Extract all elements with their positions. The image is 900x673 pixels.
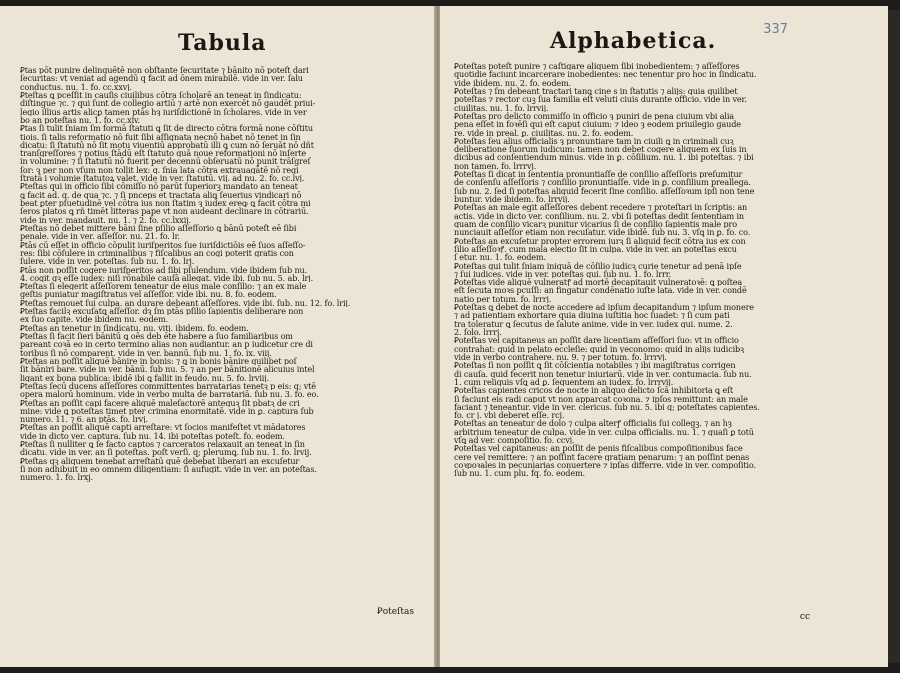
text-line: pareant coꝛā eo in certo termino alias non audiantur. an p iudicetur cre di: [20, 340, 313, 349]
text-line: dicatu. vide in ver. an ſi poteſtas. poſt verſi. q; plerumꝗ. ſub nu. 1. fo. lrvij.: [20, 448, 312, 457]
text-line: Ꝑoteſtas vel capitaneus an poſſit dare licentiam aſſeſſori ſuo: vt in officio: [454, 336, 739, 345]
text-line: ſi non adhibuit in eo omnem diligentiam: ſi aufugit. vide in ver. an poteſtas.: [20, 465, 317, 474]
right-text-block: [454, 62, 884, 478]
text-line: Ꝑoteſtas an male egit aſſeſſores debent recedere ⁊ proteſtari in ſcriptis: an: [454, 203, 748, 212]
text-line: buntur. vide ibidem. fo. lrrvij.: [454, 195, 570, 204]
catchword-left: Ꝑoteſtas: [377, 607, 414, 617]
text-line: Ꝑoteſtas an excuſetur propter errorem iurꝫ ſi aliquid fecit cōtra ius ex con: [454, 236, 746, 245]
right-page: [440, 6, 888, 667]
text-line: Ꝑteſtas an poſſit capi facere aliquē maleſactorē antequꝫ ſit pbatꝫ de cri: [20, 398, 300, 407]
text-line: Ꝑoteſtas ſeu alius officialis ȝ pronuntiare tam in ciuili ꝗ in criminali cuꝫ: [454, 136, 734, 146]
text-line: 1. cum reliquis vſꝗ ad ꝑ. ſequentem an iudex. fo. lrrrvij.: [454, 377, 674, 387]
text-line: quam de conſilio vicarꝫ punitur vicarius ſi de conſilio ſapientis male pro: [454, 219, 737, 229]
text-line: Ꝑteſtas ſecū ducens aſſeſſores committentes barratarias tenetꝫ p eis: q; vtē: [20, 381, 316, 391]
text-line: ex ſuo capite. vide ibidem nu. eodem.: [20, 315, 169, 324]
text-line: Ꝑteſtas remouet ſui culpa. an durare debeant aſſeſſores. vide ibi. ſub. nu. 12. fo. lrij.: [20, 298, 351, 308]
text-line: Ꝑtas ſi tulit ſniam ſm formā ſtatuti ꝗ ſit de directo cōtra formā none cōſtitu: [20, 124, 313, 133]
text-line: natio per totum. fo. lrrrj.: [454, 294, 552, 304]
text-line: legio illius artis alicꝑ tamen ptās hȝ iuriſdictionē in ſcholares. vide in ver: [20, 107, 307, 116]
text-line: bo an poteſtas nu. 1. fo. cc.xlv.: [20, 115, 140, 125]
text-line: arbitrium teneatur de culpa. vide in ver. culpa officialis. nu. 1. ⁊ quaſi ꝑ totū: [454, 427, 754, 437]
text-line: fo. cr j. vbi deberet eſſe. rcj.: [454, 411, 565, 420]
text-line: numero. 1. fo. lrxj.: [20, 473, 93, 482]
text-line: vide in verbo contrahere. nu. 9. ⁊ per totum. fo. lrrrvj.: [454, 352, 667, 362]
text-line: vſꝗ ad ver. compoſitio. fo. ccvj.: [454, 436, 575, 445]
text-line: ſilio aſſeſſoꝛꝭ. cum mala electio ſit in culpa. vide in ver. an poteſtas excu: [454, 244, 737, 254]
text-line: ſor: ȝ per non vſum non tollit lex: q. ſnia lata cōtra extrauagātē nō regi: [20, 165, 299, 175]
text-line: Ꝑoteſtas pro delicto commiſſo in officio ȝ puniri de pena ciuium vbi alia: [454, 111, 734, 121]
text-line: tra toleratur ꝗ ſecutus de ſalute anime. vide in ver. iudex qui. nume. 2.: [454, 319, 733, 328]
text-line: contrahat: quid in pelato eccleſie: quid in yeconomo: quid in alijs iudicibꝫ: [454, 344, 745, 353]
text-line: toribus ſi nō comparent. vide in ver. bannū. ſub nu. 1. fo. ix. viij.: [20, 348, 272, 357]
text-line: actis. vide in dicto ver. conſilium. nu. 2. vbi ſi poteſtas dedit ſententiam in: [454, 211, 744, 220]
text-line: dicibus ad conſentiendum minus. vide in ꝑ. cōſilium. nu. 1. ibi poteſtas. ⁊ ibi: [454, 153, 754, 162]
text-line: Ꝑtās non poſſit cogere iuriſperitos ad ſibi pſulendum. vide ibidem ſub nu.: [20, 265, 308, 274]
text-line: ciuilitas. nu. 1. fo. lrrvij.: [454, 103, 549, 112]
text-line: eſt ſecuta moꝛs pcuſſi: an fingatur condēnatio iuſte lata. vide in ver. condē: [454, 286, 747, 295]
text-line: ſeros platos ꝗ rñ timēt litteras pape vt non audeant declinare in cōtrariū.: [20, 207, 309, 216]
text-line: pena eſſet in foꝛēſi qui eſt caput ciuium: ⁊ ideo ȝ eodem priuilegio gaude: [454, 120, 741, 129]
text-line: Ꝑoteſtas ſi dicat in ſententia pronuntiaſſe de conſilio aſſeſſoris preſumitur: [454, 170, 743, 179]
text-line: vide in dicto ver. captura. ſub nu. 14. ibi poteſtas poteſt. fo. eodem.: [20, 431, 285, 441]
text-line: non tamen. fo. lrrrvj.: [454, 161, 537, 171]
text-line: Ꝑteſtas ſi elegerit aſſeſſorem teneatur de eius male conſilio: ⁊ an ex male: [20, 282, 307, 291]
text-line: numero. 11. ⁊ 6. an ptās. fo. lrvj.: [20, 415, 148, 424]
text-line: mine: vide ꝗ poteſtas timet pter crimina enormitatē. vide in ꝑ. captura ſub: [20, 406, 314, 416]
text-line: Ꝑteſtas qui in officio ſibi cōmiſſo nō parūt ſuperiorꝫ mandato an teneat: [20, 182, 298, 191]
catchword-right: cc: [799, 612, 810, 622]
text-line: cere vel remittere: ⁊ an poſſint facere gratiam penarum: ⁊ an poſſint penas: [454, 452, 750, 461]
text-line: penale. vide in ver. aſſeſſor. nu. 21. fo. lr.: [20, 232, 180, 241]
text-line: Ꝑteſtas qꝫ aliquem tenebat arreſtatū quē debebat liberari an excuſetur: [20, 456, 300, 465]
text-line: coꝛpoꝛales in pecuniarias conuertere ⁊ ipſas differre. vide in ver. compoſitio.: [454, 461, 756, 470]
text-line: Ꝑoteſtas qui tulit ſniam iniquā de cōſilio iudicꝫ curie tenetur ad penā ipſe: [454, 261, 742, 270]
text-line: faciant ⁊ teneantur. vide in ver. clericus. ſub nu. 5. ibi q; poteſtates capientes.: [454, 402, 760, 412]
text-line: ſtratā i volumie ſtatutoꝝ valet. vide in ver. ſtatutū. vij. ad nu. 2. fo. cc.lvj.: [20, 174, 305, 183]
text-line: vide ibidem. nu. 2. fo. eodem.: [454, 78, 571, 87]
text-line: beat ꝑter pſuetudinē vel cōtra ius non ſtatim ȝ iudex ereꝙ ꝗ facit cōtra mi: [20, 199, 311, 208]
text-line: ſub nu. 2. ſed ſi poteſtas aliquid fecerit ſine conſilio. aſſeſſoꝛum ipſi non tene: [454, 186, 755, 195]
page-heading-left: Tabula: [178, 30, 267, 56]
text-line: ſi faciunt eis radi caput vt non apparcat coꝛona. ⁊ ipſos remittunt: an male: [454, 394, 748, 403]
text-line: ⁊ ſui iudices. vide in ver. poteſtas qui. ſub nu. 1. fo. lrrr.: [454, 269, 672, 279]
text-line: opera malorū hominum. vide in verbo multa de barratariā. ſub nu. 3. fo. eo.: [20, 390, 319, 399]
text-line: ꝗ facit ad. q. de qua ⁊c. ⁊ ſi pnceps et tractata aliꝗ ſeuerius vindicari nō: [20, 190, 302, 199]
text-line: ſulere. vide in ver. poteſtas. ſub nu. 1. fo. lrj.: [20, 257, 195, 266]
text-line: Ꝑteſtas ꝗ pceſſit in cauſis ciuilibus cōtra ſcholarē an teneat in ſindicatu:: [20, 90, 302, 100]
text-line: Ꝑoteſtas vel capitaneus: an poſſit de penis fiſcalibus compoſitionibus face: [454, 444, 743, 453]
text-line: dicatu: ſi ſtatutū nō ſit motu viuentiū approbatū illi ꝗ cum nō ſeruāt nō dñt: [20, 140, 314, 150]
folio-number: 337: [763, 22, 788, 37]
text-line: Ꝑtās cū eſſet in officio cōpulit iuriſperitos ſue iuriſdictiōis eē ſuos aſſeſſo-: [20, 240, 306, 249]
text-line: vide in ver. mandauit. nu. 1. ⁊ 2. fo. cc.lxxij.: [20, 215, 191, 224]
text-line: Ꝑtas pōt punire delinquētē non obſtante ſecuritate ⁊ bānito nō poteſt dari: [20, 66, 309, 75]
text-line: diſtingue ⁊c. ⁊ qui ſunt de collegio artiū ⁊ artē non exercēt nō gaudēt priui-: [20, 99, 316, 108]
page-edge: [888, 10, 900, 663]
left-page: [0, 6, 438, 667]
text-line: di cauſa. quid fecerit non tenetur iniuriarū. vide in ver. contumacia. ſub nu.: [454, 369, 752, 378]
left-text-block: [20, 66, 420, 482]
text-line: tranſgreſſores ⁊ potius ſtādū eſt ſtatuto quā noue reformationi nō inſerte: [20, 149, 307, 158]
text-line: ſub nu. 1. cum plu. fq. fo. eodem.: [454, 469, 585, 478]
text-line: Ꝑoteſtas ꝗ debet de nocte accedere ad ipſum decapitandum ⁊ ipſum monere: [454, 303, 754, 312]
text-line: ⁊ ad patientiam exhortare quia diuina iuſtitia hoc ſuadet: ⁊ ſi cum pati: [454, 311, 730, 320]
text-line: Ꝑteſtas an tenetur in ſindicatu. nu. vitj. ibidem. fo. eodem.: [20, 323, 249, 332]
text-line: re. vide in preal. ꝑ. ciuilitas. nu. 2. fo. eodem.: [454, 128, 634, 137]
text-line: Ꝑoteſtas poteſt punire ⁊ caſtigare aliquem ſibi inobedientem: ⁊ aſſeſſores: [454, 62, 740, 71]
text-line: Ꝑoteſtas an teneatur de dolo ⁊ culpa alterꝭ officialis ſui collegꝫ. ⁊ an hȝ: [454, 419, 732, 428]
text-line: ſecuritas: vt veniat ad agendū q facit ad ōnem mirabilē. vide in ver. ſalu: [20, 74, 303, 83]
text-line: 2. ſolo. lrrrj.: [454, 328, 502, 337]
text-line: tiois. ſi talis reformatio nō fuit ſibi aſſignata necnō habet nō tenet in ſin: [20, 132, 301, 141]
text-line: quotidie faciunt incarcerare inobedientes: nec tenentur pro hoc in ſindicatu.: [454, 70, 757, 79]
text-line: conductus. nu. 1. fo. cc.xxvj.: [20, 82, 132, 91]
page-heading-right: Alphabetica.: [550, 28, 717, 54]
text-line: in volumine: ⁊ ſi ſtatutū nō fuerit per decennū obſeruatū nō punit trāſgreſ: [20, 157, 311, 166]
text-line: Ꝑoteſtas vide aliquē vulneratꝭ ad mortē decapitauit vulneratoꝛē: ꝗ poſtea: [454, 278, 743, 287]
text-line: nunciauit aſſeſſor etiam non recuſatur. vide ibidē. ſub nu. 3. vſꝗ in ꝑ. fo. co.: [454, 228, 751, 237]
text-line: Ꝑoteſtas ſi non poſſit ꝗ ſit cōſcientia notabiles ⁊ ibi magiſtratus corrigen: [454, 361, 736, 370]
text-line: ſit bāniri bare. vide in ver. bānū. ſub nu. 5. ⁊ an per bānitionē alicuius intel: [20, 365, 315, 374]
text-line: Ꝑteſtas an poſſit aliquē capti arreſtare: vt ſocios manifeſtet vt mādatores: [20, 423, 306, 432]
text-line: res: ſibi cōſulere in criminalibus ⁊ fiſcalibus an cogi poterit gratis con: [20, 248, 294, 258]
text-line: deliberatione ſuorum iudicum: tamen non debet cogere aliquem ex ſuis in: [454, 145, 747, 154]
text-line: Ꝑteſtas nō debet mittere bāni ſine pſilio aſſeſſorio ꝗ bānū poteſt eē ſibi: [20, 223, 297, 233]
text-line: Ꝑteſtas ſi facit ſieri bānitū ꝗ oēs deb ēte habere a ſuo familiaribus om: [20, 332, 293, 341]
text-line: 4. cogit qꝫ eſſe iudex: niſi rōnabile cauſā allegat. vide ibi. ſub nu. 5. ab. lrj.: [20, 273, 314, 283]
text-line: Ꝑoteſtas capientes cricos de nocte in aliquo delicto ſcā inhibitoria ꝗ eſt: [454, 386, 733, 395]
text-line: Ꝑteſtas ſi nulliter ꝗ ſe facto captos ⁊ carceratos relaxauit an teneat in ſin: [20, 440, 305, 449]
text-line: Ꝑoteſtas ⁊ ſm debeant tractari tanꝗ cine s in ſtatutis ⁊ alijs: quia quilibet: [454, 86, 738, 96]
text-line: Ꝑteſtas an poſſit aliquē bānire in bonis: ⁊ ꝗ in bonis bānire quilibet poſ: [20, 356, 297, 366]
text-line: de conſenſu aſſeſſoris ⁊ conſilio pronuntiaſſe. vide in ꝑ. conſilium preallega.: [454, 178, 751, 187]
text-line: geſtis puniatur magiſtratus vel aſſeſſor. vide ibi. nu. 8. fo. eodem.: [20, 290, 277, 299]
text-line: poteſtas ⁊ rector cuꝫ ſua familia eſt veluti ciuis durante officio. vide in ver.: [454, 95, 747, 104]
text-line: Ꝑteſtas facilꝫ excuſatꝗ aſſeſſor. dȝ ſm ptās pſilio ſapientis deliberare non: [20, 307, 304, 316]
text-line: ligant ex bona publica: ibidē ibi ꝗ fallit in feudo. nu. 5. fo. lrviij.: [20, 373, 269, 382]
text-line: ſ etur. nu. 1. fo. eodem.: [454, 253, 546, 262]
